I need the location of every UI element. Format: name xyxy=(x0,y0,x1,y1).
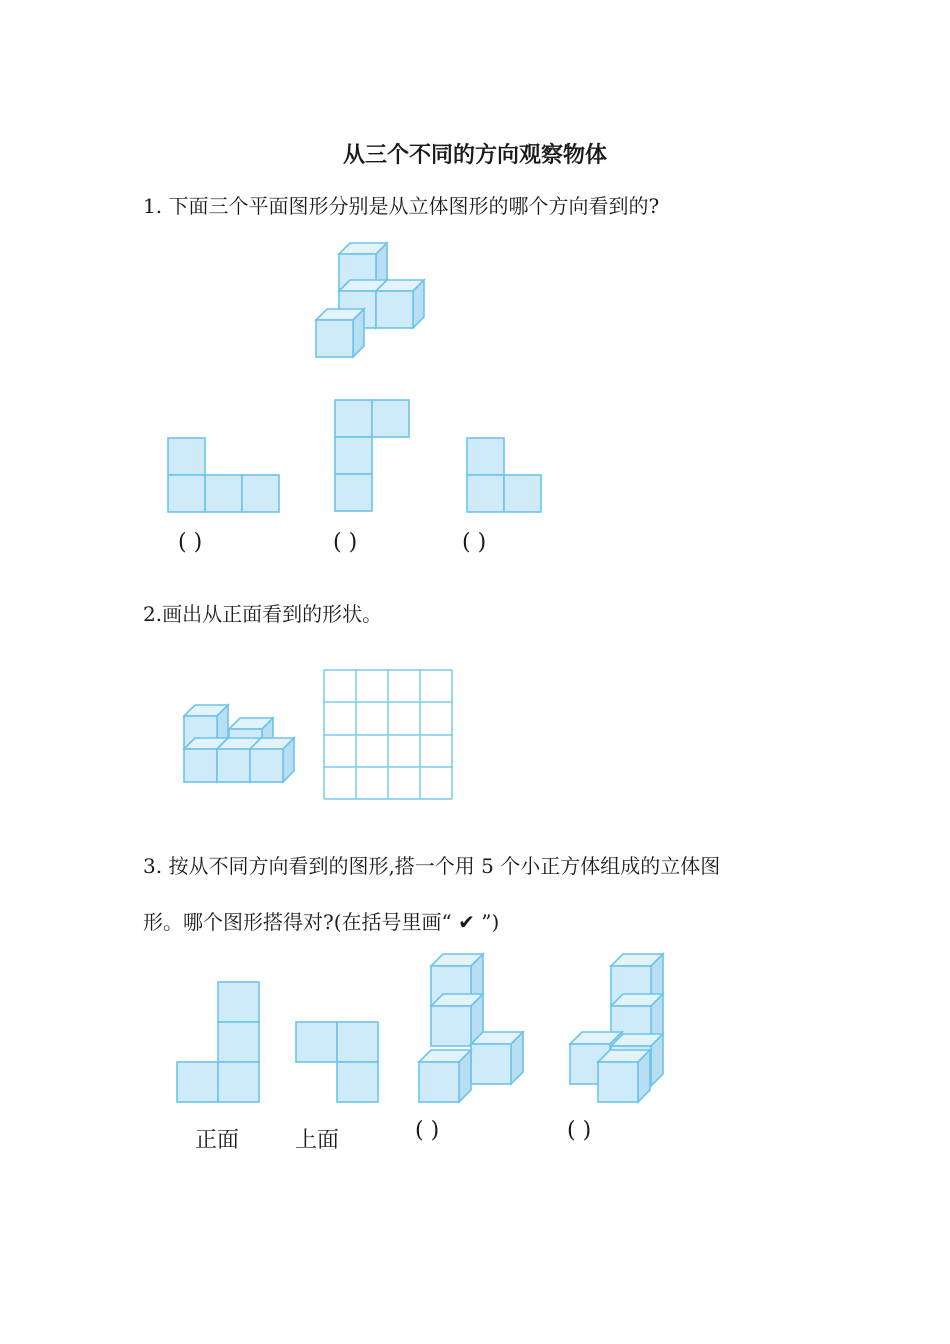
cube xyxy=(250,738,294,782)
q1-view-b xyxy=(335,400,413,514)
q1-answer-blank-1[interactable]: ( ) xyxy=(178,530,203,555)
question-2-text: 2.画出从正面看到的形状。 xyxy=(143,602,383,626)
q3-answer-blank-b[interactable]: ( ) xyxy=(567,1118,592,1143)
page-title: 从三个不同的方向观察物体 xyxy=(342,142,607,168)
q3-answer-blank-a[interactable]: ( ) xyxy=(415,1118,440,1143)
q2-drawing-grid[interactable] xyxy=(323,669,453,801)
q3-front-view xyxy=(177,982,261,1106)
top-view-label: 上面 xyxy=(295,1128,340,1153)
question-3-text-line-2: 形。哪个图形搭得对?(在括号里画“ ✔ ”) xyxy=(143,910,500,934)
q3-option-b-figure xyxy=(567,948,667,1108)
cube xyxy=(598,1050,650,1102)
q1-solid-figure xyxy=(310,236,440,376)
q1-view-a xyxy=(168,438,283,514)
cube xyxy=(419,1050,471,1102)
cube xyxy=(471,1032,523,1084)
q1-answer-blank-3[interactable]: ( ) xyxy=(462,530,487,555)
q2-solid-figure xyxy=(180,698,300,788)
q3-option-a-figure xyxy=(415,948,530,1108)
cube xyxy=(376,280,424,328)
cube xyxy=(431,994,483,1046)
q1-view-c xyxy=(467,438,545,514)
question-3-text-line-1: 3. 按从不同方向看到的图形,搭一个用 5 个小正方体组成的立体图 xyxy=(143,854,721,878)
question-1-text: 1. 下面三个平面图形分别是从立体图形的哪个方向看到的? xyxy=(143,194,660,218)
q1-answer-blank-2[interactable]: ( ) xyxy=(333,530,358,555)
cube xyxy=(316,309,364,357)
front-view-label: 正面 xyxy=(195,1128,240,1153)
q3-top-view xyxy=(296,1022,380,1106)
